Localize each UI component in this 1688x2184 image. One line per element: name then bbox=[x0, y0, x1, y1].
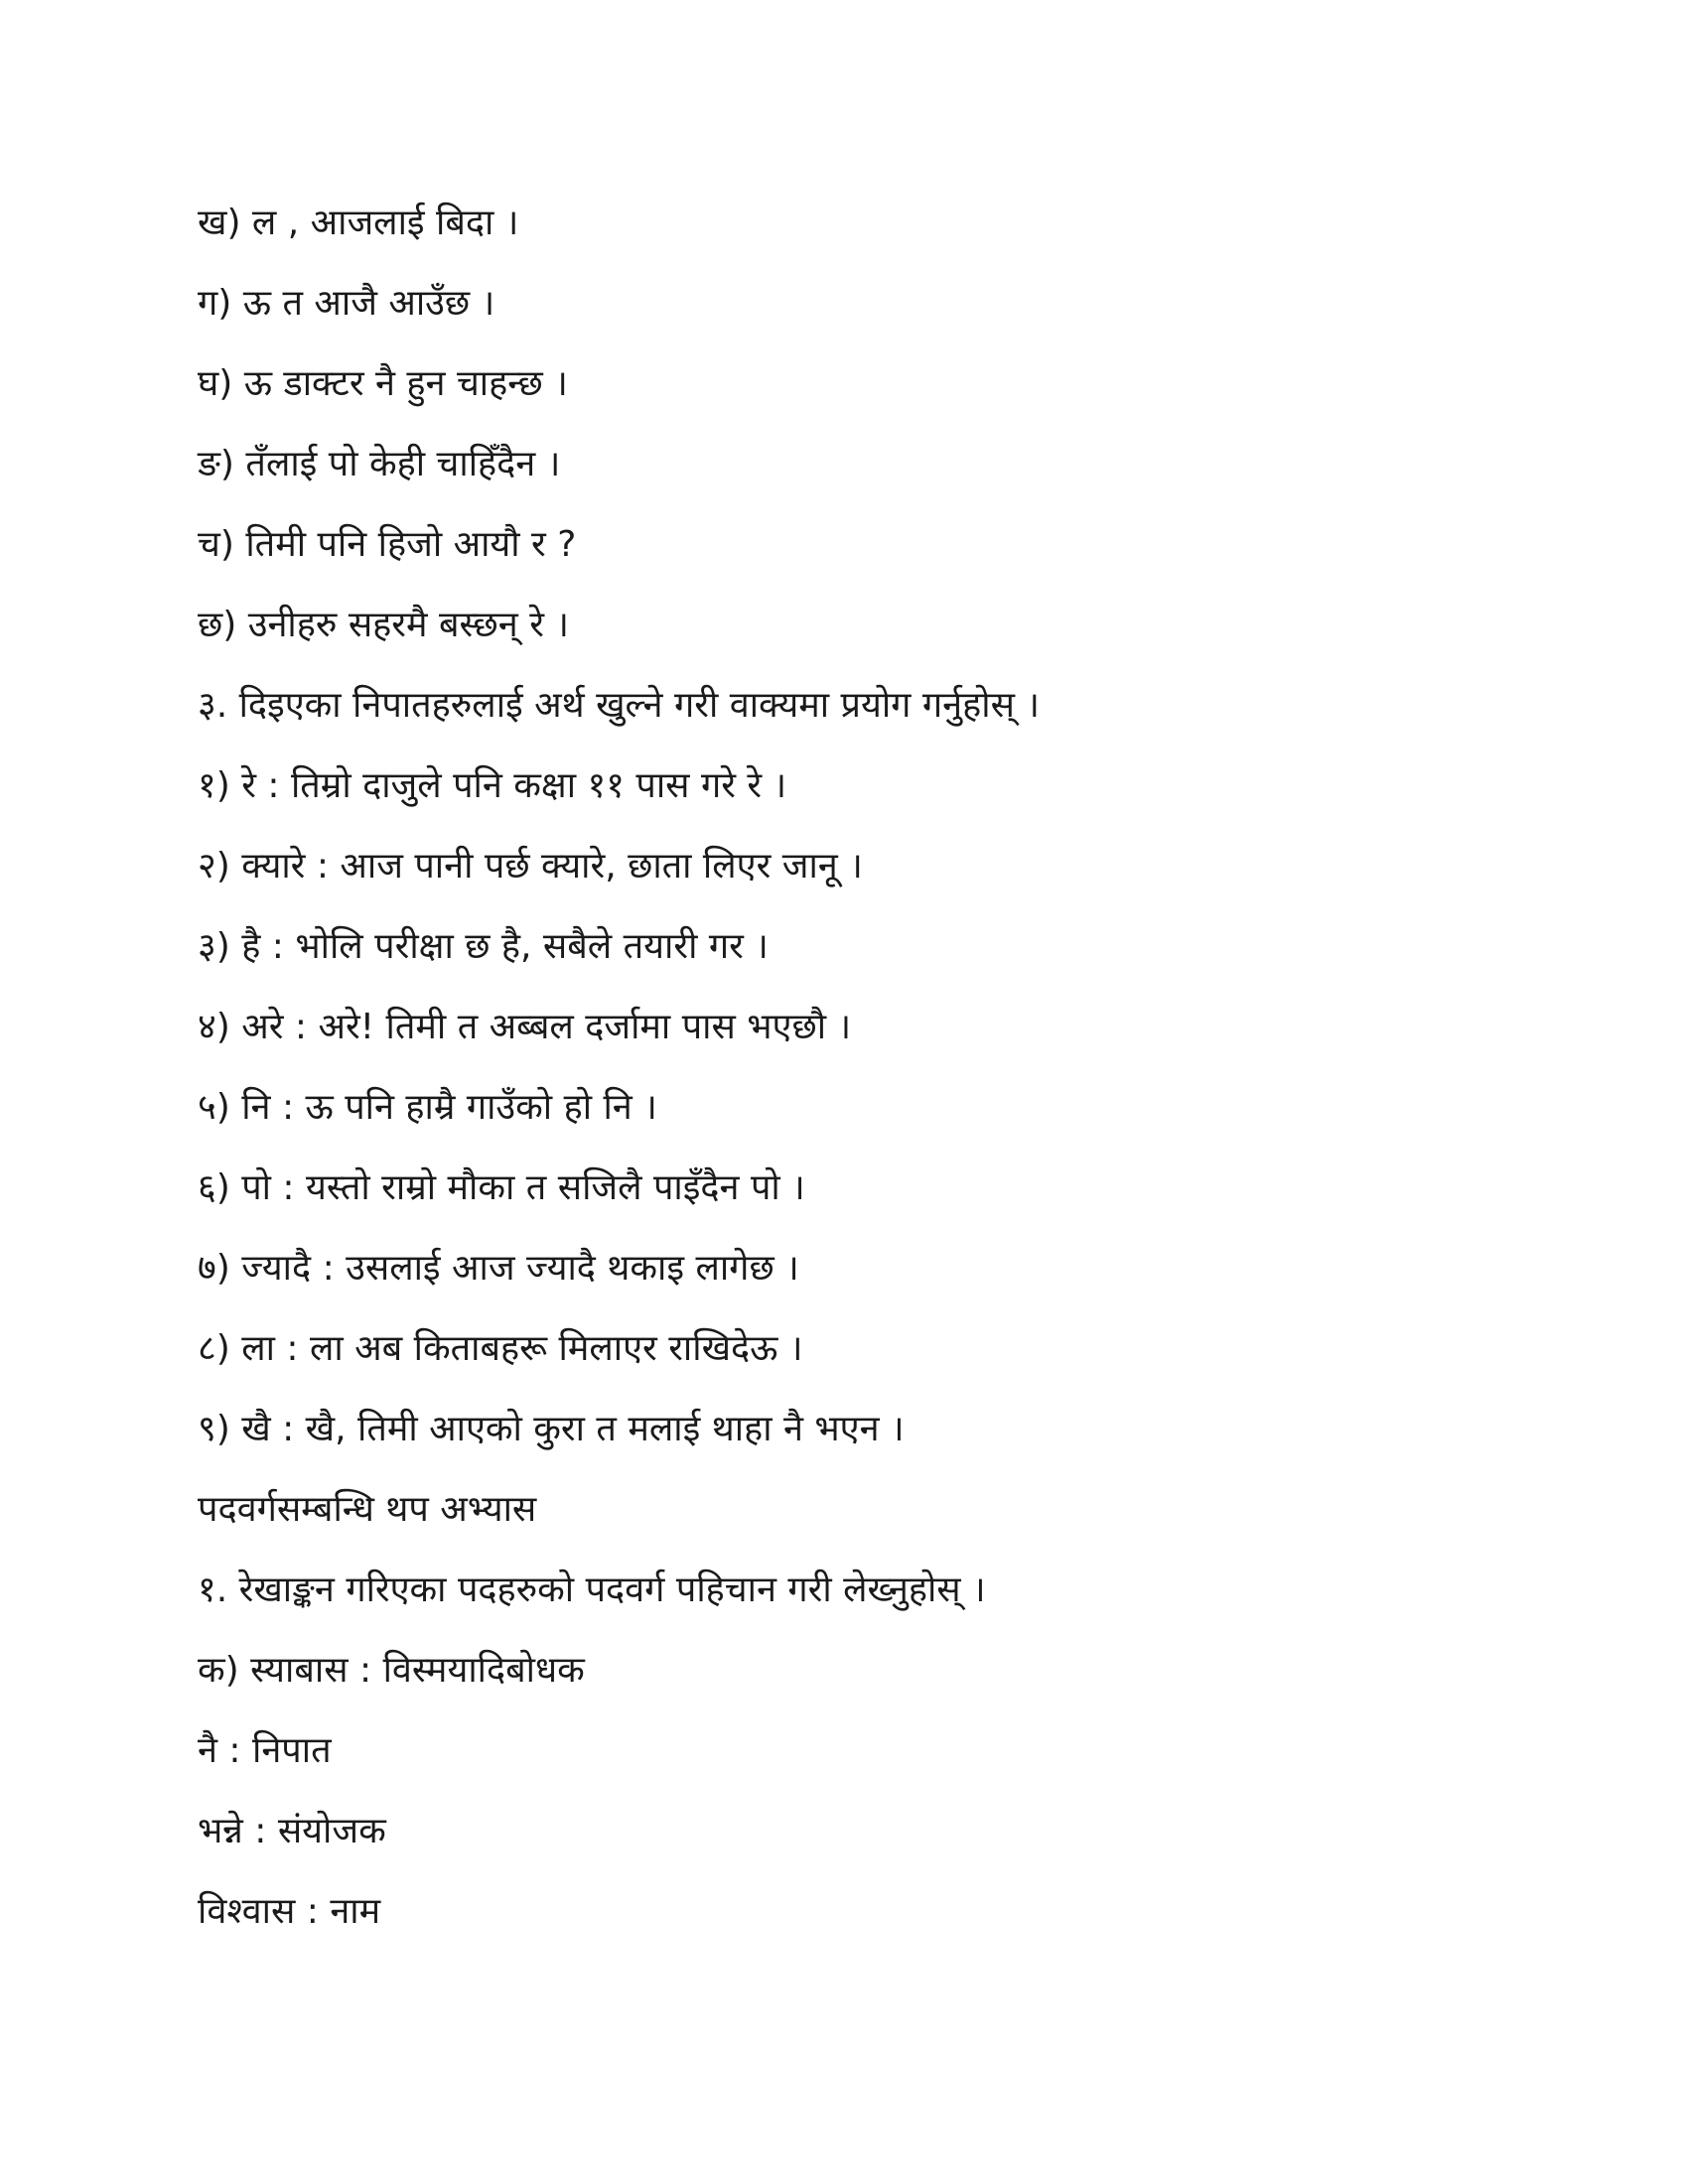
document-page bbox=[198, 194, 1588, 1963]
text-line: ग) ऊ त आजै आउँछ । bbox=[198, 283, 495, 324]
answer-line: ३) है : भोलि परीक्षा छ है, सबैले तयारी गर । bbox=[198, 926, 769, 967]
answer-line: ८) ला : ला अब किताबहरू मिलाएर राखिदेऊ । bbox=[198, 1328, 803, 1369]
answer-line: क) स्याबास : विस्मयादिबोधक bbox=[198, 1650, 585, 1691]
answer-line: ६) पो : यस्तो राम्रो मौका त सजिलै पाइँदैन पो । bbox=[198, 1167, 805, 1208]
answer-line: नै : निपात bbox=[198, 1730, 332, 1771]
answer-line: भन्ने : संयोजक bbox=[198, 1811, 386, 1851]
answer-line: ५) नि : ऊ पनि हाम्रै गाउँको हो नि । bbox=[198, 1087, 657, 1128]
answer-line: ९) खै : खै, तिमी आएको कुरा त मलाई थाहा नै भएन । bbox=[198, 1409, 905, 1449]
answer-line: १) रे : तिम्रो दाजुले पनि कक्षा ११ पास गरे रे । bbox=[198, 765, 787, 806]
text-line: छ) उनीहरु सहरमै बस्छन् रे । bbox=[198, 605, 570, 645]
section-heading: पदवर्गसम्बन्धि थप अभ्यास bbox=[198, 1489, 537, 1530]
answer-line: २) क्यारे : आज पानी पर्छ क्यारे, छाता लिएर जानू । bbox=[198, 846, 863, 887]
answer-line: ७) ज्यादै : उसलाई आज ज्यादै थकाइ लागेछ । bbox=[198, 1248, 799, 1289]
answer-line: विश्वास : नाम bbox=[198, 1891, 381, 1932]
text-line: घ) ऊ डाक्टर नै हुन चाहन्छ । bbox=[198, 363, 568, 404]
question-heading: १. रेखाङ्कन गरिएका पदहरुको पदवर्ग पहिचान गरी लेख्नुहोस् । bbox=[198, 1570, 986, 1610]
text-line: ख) ल , आजलाई बिदा । bbox=[198, 203, 519, 243]
answer-line: ४) अरे : अरे! तिमी त अब्बल दर्जामा पास भएछौ । bbox=[198, 1007, 852, 1047]
text-line: च) तिमी पनि हिजो आयौ र ? bbox=[198, 524, 577, 565]
text-line: ङ) तँलाई पो केही चाहिँदैन । bbox=[198, 444, 561, 484]
question-heading: ३. दिइएका निपातहरुलाई अर्थ खुल्ने गरी वाक्यमा प्रयोग गर्नुहोस् । bbox=[198, 685, 1041, 726]
